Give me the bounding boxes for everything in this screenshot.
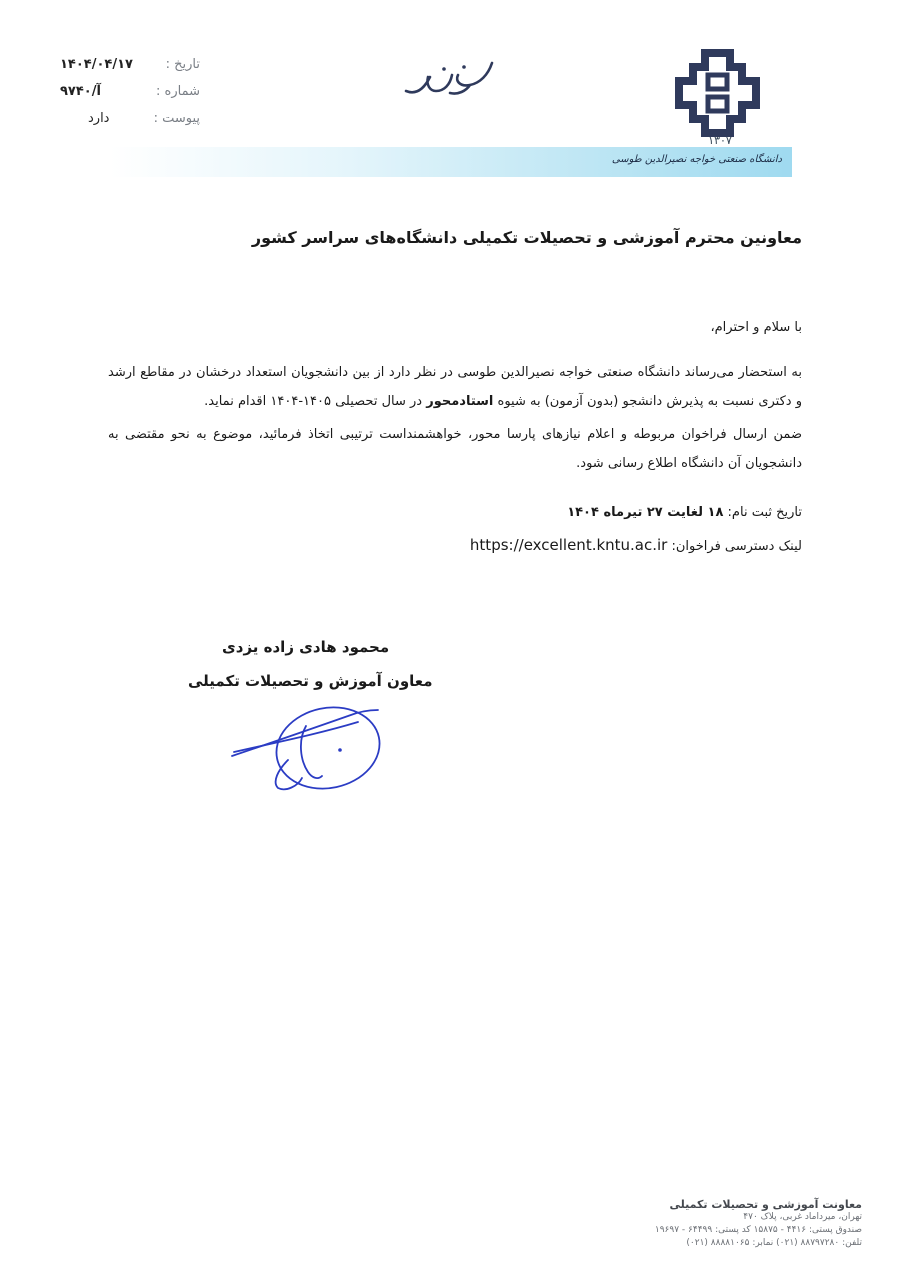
footer-postal: صندوق پستی: ۴۴۱۶ - ۱۵۸۷۵ کد پستی: ۶۴۴۹۹ - ۱۹۶۹۷ — [654, 1225, 862, 1235]
university-name: دانشگاه صنعتی خواجه نصیرالدین طوسی — [611, 154, 782, 165]
method-emphasis: استادمحور — [426, 394, 494, 409]
attachment-row — [60, 111, 200, 133]
paragraph-1-line-2-a: و دکتری نسبت به پذیرش دانشجو (بدون آزمون) به شیوه — [493, 394, 802, 409]
registration-label: تاریخ ثبت نام: — [723, 505, 802, 520]
registration-line — [567, 505, 802, 520]
date-label: تاریخ : — [165, 57, 200, 72]
university-logo — [670, 45, 765, 140]
greeting: با سلام و احترام، — [710, 320, 802, 335]
date-value: ۱۴۰۴/۰۴/۱۷ — [60, 57, 133, 72]
footer-address: تهران، میرداماد غربی، پلاک ۴۷۰ — [743, 1212, 862, 1222]
footer — [655, 1198, 862, 1250]
number-label: شماره : — [156, 84, 200, 99]
call-link[interactable]: https://excellent.kntu.ac.ir — [469, 536, 668, 554]
signer-title: معاون آموزش و تحصیلات تکمیلی — [188, 672, 433, 690]
paragraph-2 — [108, 420, 802, 478]
paragraph-2-line-1: ضمن ارسال فراخوان مربوطه و اعلام نیازهای پارسا محور، خواهشمنداست ترتیبی اتخاذ فرمائید، موضوع به نحو مقتضی به — [108, 427, 802, 442]
paragraph-2-line-2: دانشجویان آن دانشگاه اطلاع رسانی شود. — [576, 456, 802, 471]
logo-year: ۱۳۰۷ — [708, 134, 732, 147]
header-band — [110, 147, 792, 177]
link-line — [470, 536, 802, 554]
registration-value: ۱۸ لغایت ۲۷ تیرماه ۱۴۰۴ — [567, 505, 724, 520]
attachment-value: دارد — [88, 111, 110, 126]
handwritten-signature — [228, 700, 388, 800]
paragraph-1-line-2 — [108, 387, 802, 416]
number-value: ۹۷۴۰/آ — [60, 84, 101, 99]
besmeh-calligraphy — [400, 55, 500, 100]
paragraph-1 — [108, 358, 802, 416]
paragraph-1-line-1: به استحضار می‌رساند دانشگاه صنعتی خواجه نصیرالدین طوسی در نظر دارد از بین دانشجویان استعداد درخشان در مقاطع ارشد — [108, 365, 802, 380]
recipient: معاونین محترم آموزشی و تحصیلات تکمیلی دانشگاه‌های سراسر کشور — [251, 228, 802, 247]
date-row — [60, 57, 200, 79]
paragraph-1-line-2-b: در سال تحصیلی ۱۴۰۵-۱۴۰۴ اقدام نماید. — [204, 394, 427, 409]
link-label: لینک دسترسی فراخوان: — [667, 539, 802, 554]
attachment-label: پیوست : — [153, 111, 200, 126]
footer-phone: تلفن: ۸۸۷۹۷۲۸۰ (۰۲۱) نمابر: ۸۸۸۸۱۰۶۵ (۰۲۱) — [686, 1238, 862, 1248]
number-row — [60, 84, 200, 106]
footer-title: معاونت آموزشی و تحصیلات تکمیلی — [669, 1198, 862, 1211]
signer-name: محمود هادی زاده یزدی — [222, 638, 390, 656]
